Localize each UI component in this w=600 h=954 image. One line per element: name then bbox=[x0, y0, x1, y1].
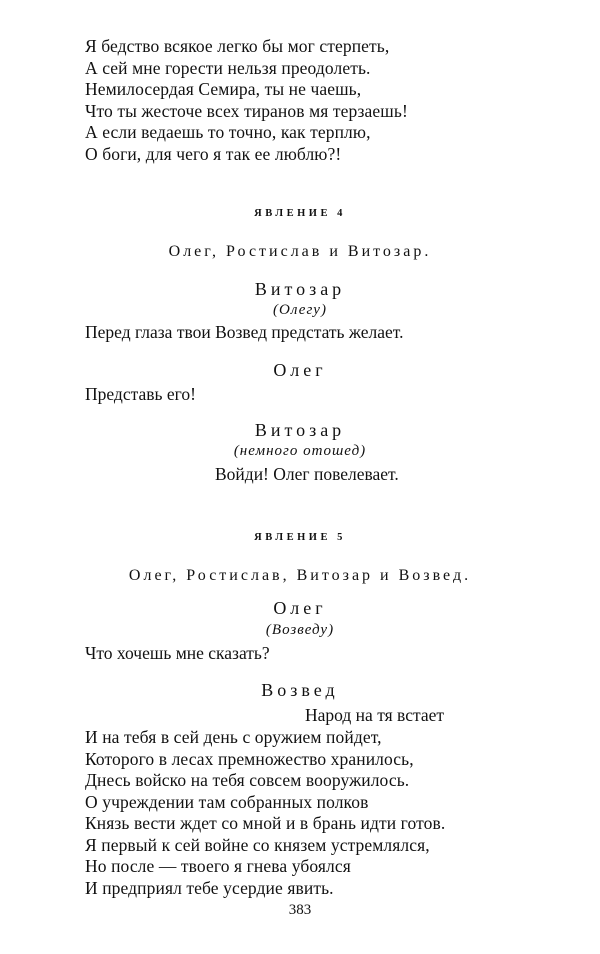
verse-line: А сей мне горести нельзя преодолеть. bbox=[85, 57, 371, 78]
verse-line: О учреждении там собранных полков bbox=[85, 791, 369, 812]
verse-line: Я первый к сей войне со князем устремлялся, bbox=[85, 834, 430, 855]
verse-line: Немилосердая Семира, ты не чаешь, bbox=[85, 79, 362, 99]
page-number: 383 bbox=[288, 902, 312, 918]
stage-direction: (Олегу) bbox=[273, 302, 327, 318]
speaker-name: Олег bbox=[273, 598, 327, 618]
verse-line: И предприял тебе усердие явить. bbox=[85, 877, 334, 898]
verse-line: Днесь войско на тебя совсем вооружилось. bbox=[85, 770, 410, 790]
scene-5-cast: Олег, Ростислав, Витозар и Возвед. bbox=[128, 567, 472, 584]
verse-line: А если ведаешь то точно, как терплю, bbox=[85, 122, 371, 142]
speaker-name: Витозар bbox=[254, 279, 346, 299]
verse-line: Князь вести ждет со мной и в брань идти готов. bbox=[85, 813, 446, 833]
speaker-name: Возвед bbox=[261, 680, 339, 700]
verse-line: О боги, для чего я так ее люблю?! bbox=[85, 143, 342, 164]
scene-4-heading: ЯВЛЕНИЕ 4 bbox=[254, 208, 346, 219]
verse-line: Я бедство всякое легко бы мог стерпеть, bbox=[85, 36, 390, 56]
dialogue-line: Представь его! bbox=[85, 384, 196, 404]
scene-5-heading: ЯВЛЕНИЕ 5 bbox=[254, 532, 346, 543]
stage-direction: (немного отошед) bbox=[233, 443, 367, 459]
speaker-name: Витозар bbox=[254, 420, 346, 440]
dialogue-line: Перед глаза твои Возвед предстать желает. bbox=[85, 322, 404, 342]
dialogue-line: Войди! Олег повелевает. bbox=[215, 464, 399, 484]
dialogue-line: Что хочешь мне сказать? bbox=[85, 643, 270, 663]
opening-verse bbox=[85, 36, 408, 165]
closing-verse bbox=[85, 727, 445, 899]
dialogue-line: Народ на тя встает bbox=[305, 705, 445, 725]
stage-direction: (Возведу) bbox=[265, 622, 335, 638]
verse-line: Которого в лесах премножество хранилось, bbox=[85, 748, 414, 769]
speaker-name: Олег bbox=[273, 360, 327, 380]
verse-line: Что ты жесточе всех тиранов мя терзаешь! bbox=[85, 100, 408, 121]
verse-line: Но после — твоего я гнева убоялся bbox=[85, 856, 351, 876]
verse-line: И на тебя в сей день с оружием пойдет, bbox=[85, 727, 382, 747]
scene-4-cast: Олег, Ростислав и Витозар. bbox=[168, 243, 432, 260]
